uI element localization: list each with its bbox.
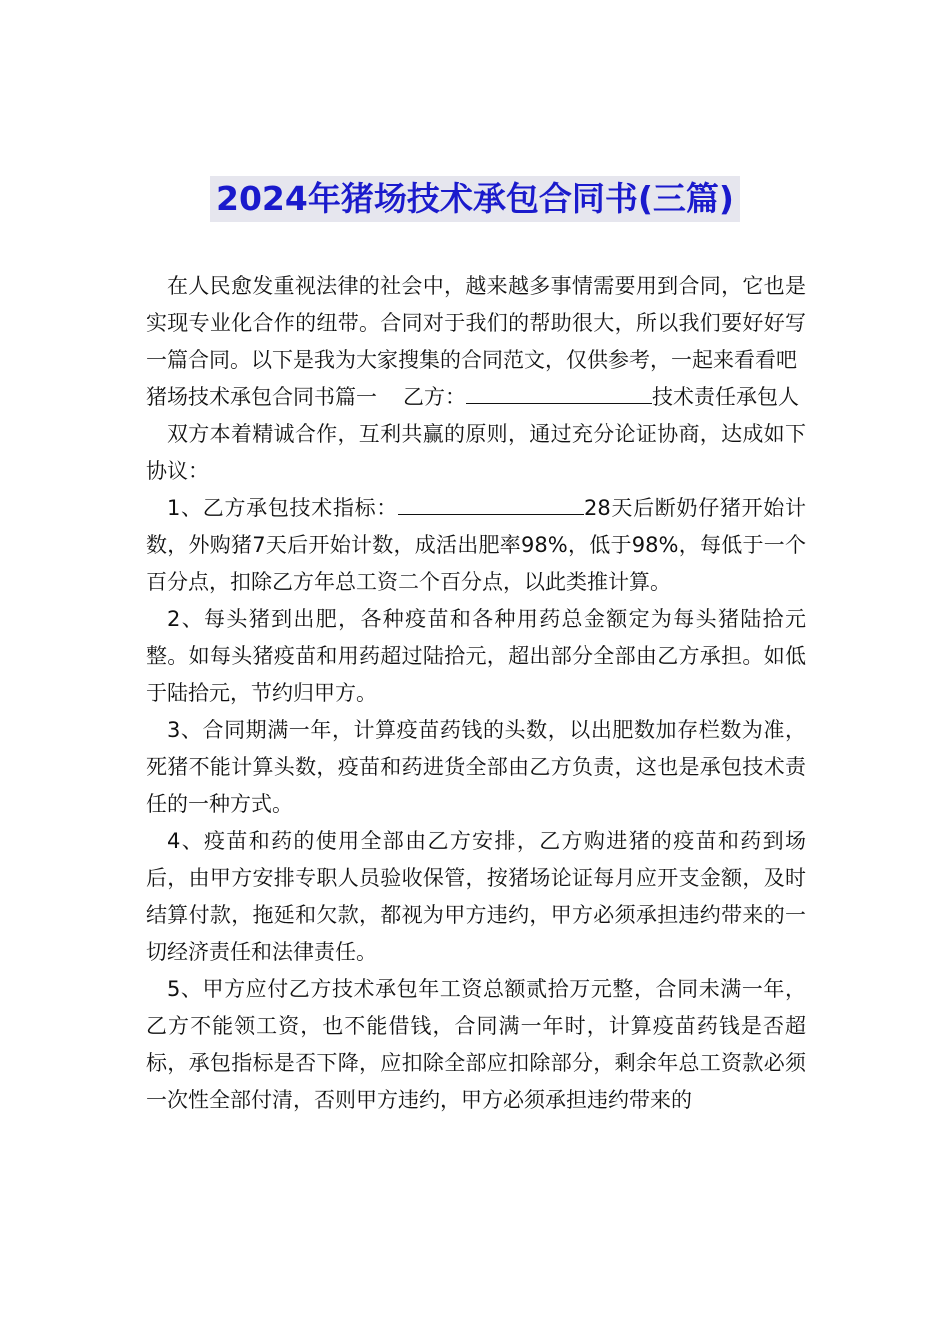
- clause-1-paragraph: [146, 490, 806, 601]
- intro-paragraph: 在人民愈发重视法律的社会中，越来越多事情需要用到合同，它也是实现专业化合作的纽带。合同对于我们的帮助很大，所以我们要好好写一篇合同。以下是我为大家搜集的合同范文，仅供参考，一起来看看吧: [146, 274, 806, 372]
- agreement-intro-paragraph: 双方本着精诚合作，互利共赢的原则，通过充分论证协商，达成如下协议：: [146, 422, 806, 483]
- clause-2-paragraph: 2、每头猪到出肥，各种疫苗和各种用药总金额定为每头猪陆拾元整。如每头猪疫苗和用药超过陆拾元，超出部分全部由乙方承担。如低于陆拾元，节约归甲方。: [146, 607, 806, 705]
- clause-3-paragraph: 3、合同期满一年，计算疫苗药钱的头数，以出肥数加存栏数为准，死猪不能计算头数，疫苗和药进货全部由乙方负责，这也是承包技术责任的一种方式。: [146, 718, 806, 816]
- section-heading: 猪场技术承包合同书篇一: [146, 385, 377, 409]
- document-body: [146, 268, 806, 1119]
- clause-1-blank-line: [398, 492, 584, 515]
- party-b-blank-line: [466, 381, 652, 404]
- party-b-label: 乙方：: [403, 385, 466, 409]
- clause-1-prefix: 1、乙方承包技术指标：: [167, 496, 398, 520]
- clause-1-text: 28天后断奶仔猪开始计数，外购猪7天后开始计数，成活出肥率98%，低于98%，每低于一个百分点，扣除乙方年总工资二个百分点，以此类推计算。: [146, 496, 806, 594]
- title-container: [0, 176, 950, 222]
- document-title: 2024年猪场技术承包合同书(三篇): [210, 176, 740, 222]
- section-heading-line: [146, 379, 806, 416]
- clause-5-paragraph: 5、甲方应付乙方技术承包年工资总额贰拾万元整，合同未满一年，乙方不能领工资，也不能借钱，合同满一年时，计算疫苗药钱是否超标，承包指标是否下降，应扣除全部应扣除部分，剩余年总工资款必须一次性全部付清，否则甲方违约，甲方必须承担违约带来的: [146, 977, 806, 1112]
- clause-4-paragraph: 4、疫苗和药的使用全部由乙方安排，乙方购进猪的疫苗和药到场后，由甲方安排专职人员验收保管，按猪场论证每月应开支金额，及时结算付款，拖延和欠款，都视为甲方违约，甲方必须承担违约带来的一切经济责任和法律责任。: [146, 829, 806, 964]
- party-b-role: 技术责任承包人: [652, 385, 799, 409]
